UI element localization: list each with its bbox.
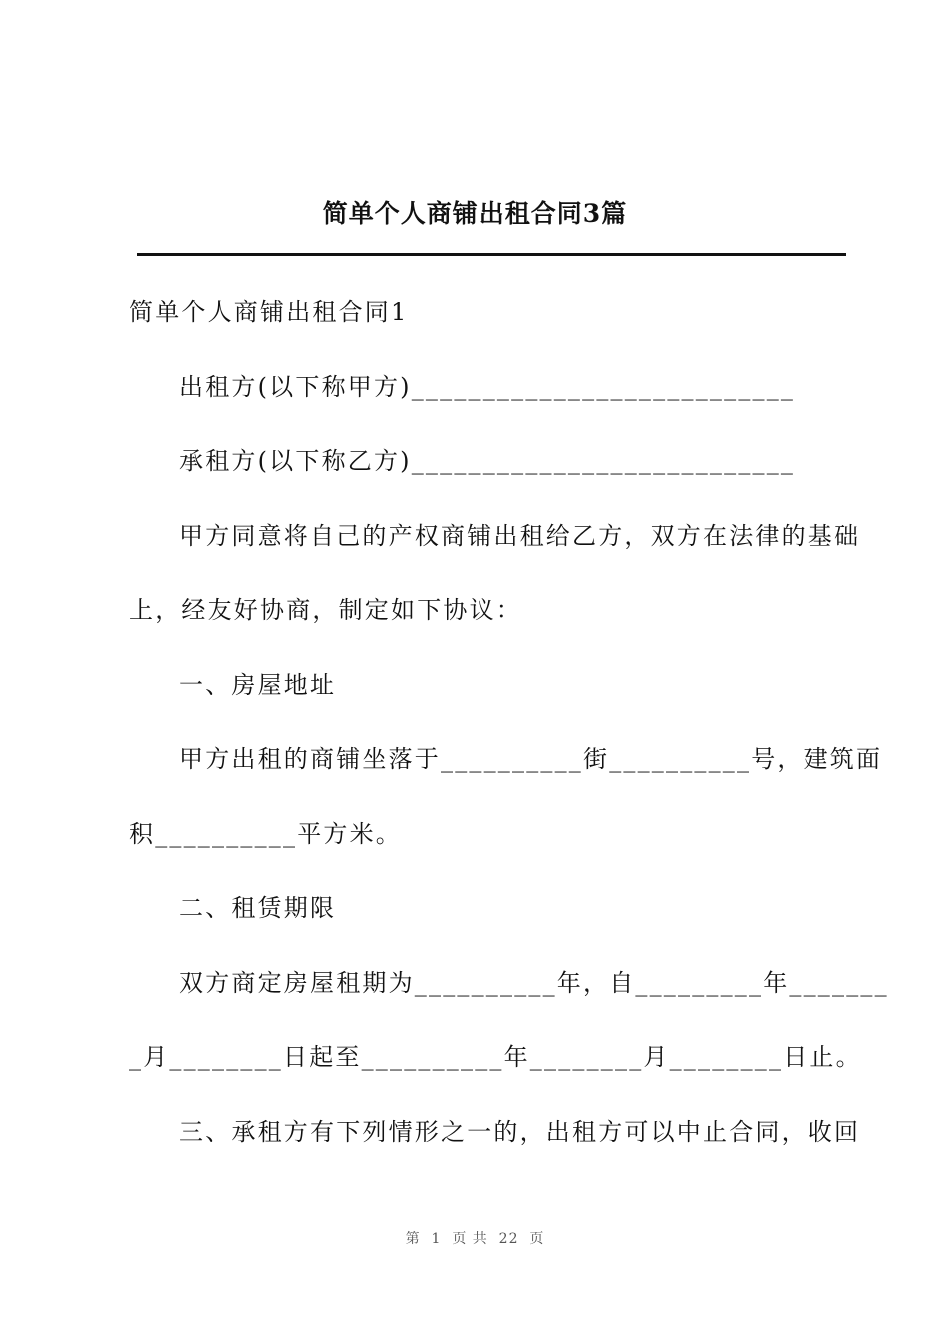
title-divider [137,253,846,256]
paragraph-line: 积__________平方米。 [129,819,402,848]
paragraph-line: _月________日起至__________年________月________日止。 [129,1043,862,1071]
document-title: 简单个人商铺出租合同3篇 [322,199,628,228]
paragraph-line: 双方商定房屋租期为__________年，自_________年_______ [179,968,889,997]
paragraph-line: 甲方同意将自己的产权商铺出租给乙方，双方在法律的基础 [179,521,861,550]
section-heading: 简单个人商铺出租合同1 [129,298,409,326]
lessor-line: 出租方(以下称甲方)___________________________ [179,372,796,401]
page-number-footer: 第 1 页 共 22 页 [405,1231,545,1247]
paragraph-line: 甲方出租的商铺坐落于__________街__________号，建筑面 [179,745,883,773]
paragraph-line: 上，经友好协商，制定如下协议： [129,596,522,624]
document-body [129,275,889,1169]
paragraph-line: 三、承租方有下列情形之一的，出租方可以中止合同，收回 [179,1117,861,1146]
lessee-line: 承租方(以下称乙方)___________________________ [179,447,796,475]
clause-heading: 一、房屋地址 [179,670,337,699]
clause-heading: 二、租赁期限 [179,894,337,922]
